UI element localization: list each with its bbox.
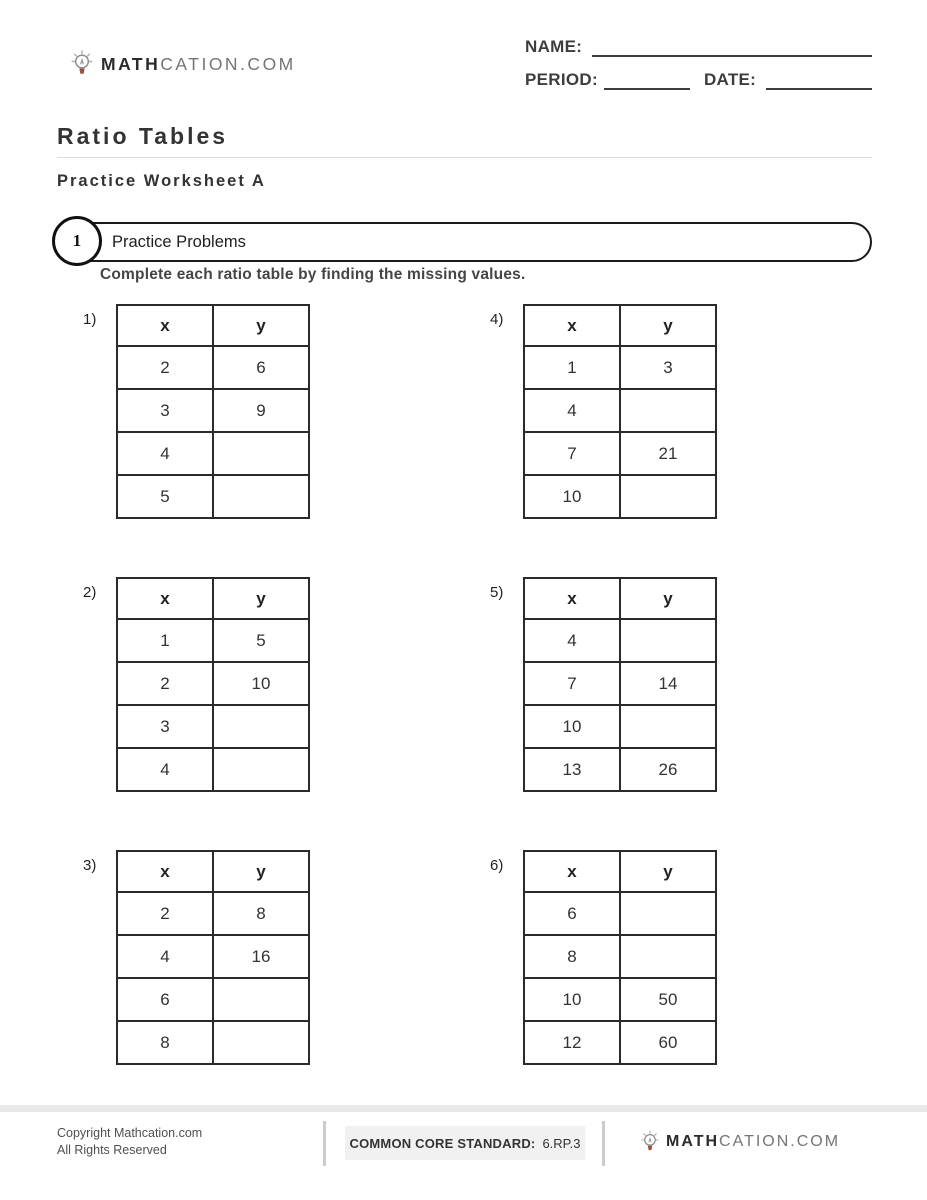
ratio-table xyxy=(523,577,717,792)
table-cell: 13 xyxy=(524,748,620,791)
standard-label: COMMON CORE STANDARD: xyxy=(349,1135,536,1151)
answer-cell-empty xyxy=(620,389,716,432)
problems-grid xyxy=(83,304,718,1065)
table-cell: 5 xyxy=(117,475,213,518)
section-title: Practice Problems xyxy=(112,232,246,251)
worksheet-subtitle: Practice Worksheet A xyxy=(57,172,266,190)
logo-math: MATH xyxy=(666,1133,720,1150)
logo-cation: CATION.COM xyxy=(160,53,296,74)
table-cell: 7 xyxy=(524,662,620,705)
table-row xyxy=(524,705,716,748)
copyright-text xyxy=(57,1125,202,1159)
table-row xyxy=(117,978,309,1021)
section-header-pill xyxy=(57,222,872,262)
column-header: y xyxy=(620,851,716,892)
page-title: Ratio Tables xyxy=(57,123,229,149)
answer-cell-empty xyxy=(620,892,716,935)
table-header-row xyxy=(524,305,716,346)
footer-divider-bar xyxy=(0,1105,927,1112)
instruction-text: Complete each ratio table by finding the missing values. xyxy=(100,266,526,283)
table-cell: 8 xyxy=(524,935,620,978)
problem-number: 5) xyxy=(490,584,504,601)
table-header-row xyxy=(117,305,309,346)
answer-cell-empty xyxy=(213,705,309,748)
problem-number: 6) xyxy=(490,857,504,874)
table-row xyxy=(117,1021,309,1064)
logo-math: MATH xyxy=(101,53,161,74)
copyright-line1: Copyright Mathcation.com xyxy=(57,1126,203,1140)
ratio-table xyxy=(116,577,310,792)
table-cell: 2 xyxy=(117,662,213,705)
table-row xyxy=(524,346,716,389)
table-cell: 3 xyxy=(620,346,716,389)
problem-number: 2) xyxy=(83,584,97,601)
table-cell: 60 xyxy=(620,1021,716,1064)
section-number-badge: 1 xyxy=(52,216,102,266)
table-row xyxy=(117,389,309,432)
table-header-row xyxy=(524,578,716,619)
answer-cell-empty xyxy=(213,978,309,1021)
lightbulb-icon xyxy=(640,1130,660,1154)
table-row xyxy=(524,892,716,935)
problem xyxy=(83,304,311,519)
table-header-row xyxy=(117,851,309,892)
answer-cell-empty xyxy=(620,619,716,662)
standard-value: 6.RP.3 xyxy=(542,1135,581,1151)
ratio-table xyxy=(523,304,717,519)
problem xyxy=(490,850,718,1065)
title-divider xyxy=(57,157,872,158)
table-cell: 6 xyxy=(117,978,213,1021)
table-cell: 5 xyxy=(213,619,309,662)
table-cell: 12 xyxy=(524,1021,620,1064)
problem-number: 3) xyxy=(83,857,97,874)
mathcation-logo-footer xyxy=(640,1130,840,1154)
table-row xyxy=(524,432,716,475)
column-header: x xyxy=(524,578,620,619)
table-cell: 7 xyxy=(524,432,620,475)
column-header: x xyxy=(524,305,620,346)
table-cell: 14 xyxy=(620,662,716,705)
table-cell: 6 xyxy=(213,346,309,389)
name-blank-line xyxy=(592,37,872,57)
table-cell: 4 xyxy=(524,619,620,662)
table-cell: 3 xyxy=(117,389,213,432)
logo-text xyxy=(666,1133,840,1151)
column-header: x xyxy=(117,305,213,346)
answer-cell-empty xyxy=(213,1021,309,1064)
footer-separator-left xyxy=(323,1121,326,1166)
table-cell: 4 xyxy=(117,432,213,475)
answer-cell-empty xyxy=(620,705,716,748)
answer-cell-empty xyxy=(213,475,309,518)
column-header: y xyxy=(213,578,309,619)
table-row xyxy=(524,475,716,518)
table-row xyxy=(524,748,716,791)
date-blank-line xyxy=(766,70,872,90)
table-row xyxy=(117,705,309,748)
ratio-table xyxy=(523,850,717,1065)
mathcation-logo xyxy=(70,50,296,78)
table-cell: 10 xyxy=(524,978,620,1021)
column-header: x xyxy=(524,851,620,892)
table-row xyxy=(524,662,716,705)
problem xyxy=(490,577,718,792)
column-header: x xyxy=(117,578,213,619)
answer-cell-empty xyxy=(213,432,309,475)
column-header: y xyxy=(620,578,716,619)
table-cell: 1 xyxy=(524,346,620,389)
logo-cation: CATION.COM xyxy=(719,1133,841,1150)
column-header: y xyxy=(620,305,716,346)
table-cell: 26 xyxy=(620,748,716,791)
problem xyxy=(490,304,718,519)
table-row xyxy=(117,346,309,389)
column-header: x xyxy=(117,851,213,892)
table-cell: 3 xyxy=(117,705,213,748)
table-row xyxy=(117,935,309,978)
table-cell: 2 xyxy=(117,892,213,935)
table-row xyxy=(524,978,716,1021)
table-cell: 10 xyxy=(524,475,620,518)
table-row xyxy=(117,432,309,475)
table-cell: 9 xyxy=(213,389,309,432)
table-row xyxy=(117,619,309,662)
table-row xyxy=(117,892,309,935)
date-label: DATE: xyxy=(703,70,757,89)
table-header-row xyxy=(524,851,716,892)
student-fields xyxy=(525,33,872,99)
footer-separator-right xyxy=(602,1121,605,1166)
table-cell: 50 xyxy=(620,978,716,1021)
table-cell: 4 xyxy=(117,748,213,791)
lightbulb-icon xyxy=(70,50,94,78)
table-row xyxy=(117,662,309,705)
table-cell: 10 xyxy=(213,662,309,705)
table-cell: 1 xyxy=(117,619,213,662)
problem-number: 1) xyxy=(83,311,97,328)
column-header: y xyxy=(213,851,309,892)
table-cell: 10 xyxy=(524,705,620,748)
period-blank-line xyxy=(604,70,690,90)
table-row xyxy=(524,619,716,662)
table-cell: 4 xyxy=(117,935,213,978)
name-label: NAME: xyxy=(525,37,583,56)
answer-cell-empty xyxy=(213,748,309,791)
table-header-row xyxy=(117,578,309,619)
problem xyxy=(83,850,311,1065)
name-field-row xyxy=(525,33,872,57)
period-label: PERIOD: xyxy=(525,70,598,89)
problem xyxy=(83,577,311,792)
table-cell: 6 xyxy=(524,892,620,935)
common-core-standard-box xyxy=(345,1126,585,1160)
table-cell: 8 xyxy=(213,892,309,935)
table-cell: 4 xyxy=(524,389,620,432)
copyright-line2: All Rights Reserved xyxy=(57,1143,167,1157)
logo-text xyxy=(101,54,296,75)
answer-cell-empty xyxy=(620,475,716,518)
table-row xyxy=(524,389,716,432)
problem-number: 4) xyxy=(490,311,504,328)
table-row xyxy=(524,935,716,978)
period-date-row xyxy=(525,66,872,90)
table-cell: 2 xyxy=(117,346,213,389)
ratio-table xyxy=(116,850,310,1065)
ratio-table xyxy=(116,304,310,519)
table-row xyxy=(117,748,309,791)
table-cell: 21 xyxy=(620,432,716,475)
answer-cell-empty xyxy=(620,935,716,978)
table-cell: 16 xyxy=(213,935,309,978)
table-cell: 8 xyxy=(117,1021,213,1064)
table-row xyxy=(117,475,309,518)
table-row xyxy=(524,1021,716,1064)
column-header: y xyxy=(213,305,309,346)
